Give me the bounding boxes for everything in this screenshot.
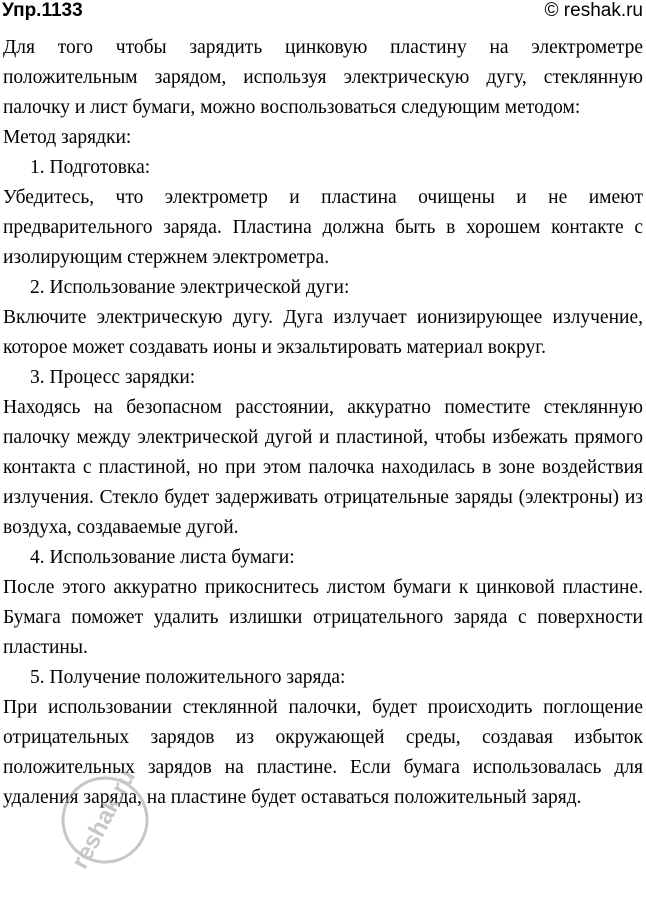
intro-paragraph: Для того чтобы зарядить цинковую пластину на электрометре положительным зарядом, используя электрическую дугу, стеклянную палочку и лист бумаги, можно воспользоваться следующим методом: xyxy=(3,37,643,118)
answer-body xyxy=(3,33,643,813)
step-1-heading: 1. Подготовка: xyxy=(30,157,151,178)
step-4-heading: 4. Использование листа бумаги: xyxy=(30,547,295,568)
step-2-heading: 2. Использование электрической дуги: xyxy=(30,277,350,298)
watermark-text: reshak.ru xyxy=(66,765,141,874)
step-5-text: При использовании стеклянной палочки, будет происходить поглощение отрицательных зарядов из окружающей среды, создавая избыток положительных зарядов на пластине. Если бумага использовалась для удаления заряда, на пластине будет оставаться положительный заряд. xyxy=(3,697,643,808)
step-5-heading: 5. Получение положительного заряда: xyxy=(30,667,346,688)
exercise-title: Упр.1133 xyxy=(2,0,83,21)
step-1-text: Убедитесь, что электрометр и пластина очищены и не имеют предварительного заряда. Пластина должна быть в хорошем контакте с изолирующим стержнем электрометра. xyxy=(3,187,643,268)
step-4-text: После этого аккуратно прикоснитесь листом бумаги к цинковой пластине. Бумага поможет удалить излишки отрицательного заряда с поверхности пластины. xyxy=(3,577,643,658)
method-label: Метод зарядки: xyxy=(3,127,132,148)
site-credit: © reshak.ru xyxy=(544,0,643,21)
step-3-heading: 3. Процесс зарядки: xyxy=(30,367,196,388)
step-2-text: Включите электрическую дугу. Дуга излучает ионизирующее излучение, которое может создавать ионы и экзальтировать материал вокруг. xyxy=(3,307,643,358)
page-header xyxy=(0,0,646,26)
step-3-text: Находясь на безопасном расстоянии, аккуратно поместите стеклянную палочку между электрической дугой и пластиной, чтобы избежать прямого контакта с пластиной, но при этом палочка находилась в зоне воздействия излучения. Стекло будет задерживать отрицательные заряды (электроны) из воздуха, создаваемые дугой. xyxy=(3,397,643,538)
